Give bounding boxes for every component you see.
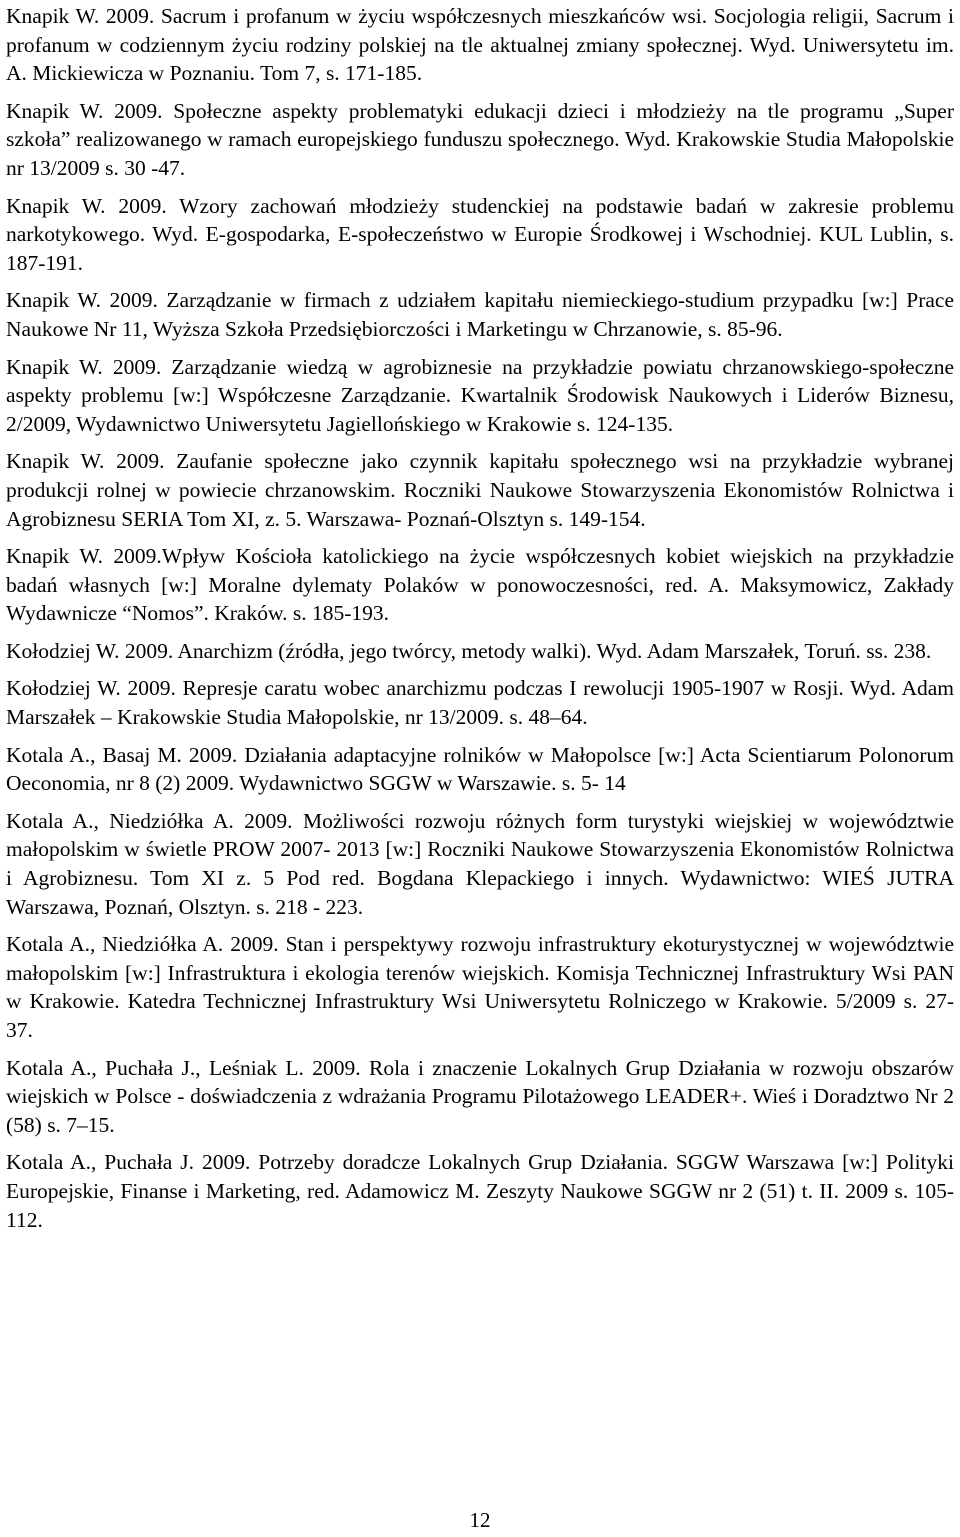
reference-entry: Kołodziej W. 2009. Anarchizm (źródła, jego twórcy, metody walki). Wyd. Adam Marszałek, Toruń. ss. 238. [6, 638, 932, 663]
reference-entry: Kotala A., Niedziółka A. 2009. Możliwości rozwoju różnych form turystyki wiejskiej w województwie małopolskim w świetle PROW 2007- 2013 [w:] Roczniki Naukowe Stowarzyszenia Ekonomistów Rolnictwa i Agrobiznesu. Tom XI z. 5 Pod red. Bogdana Klepackiego i innych. Wydawnictwo: WIEŚ JUTRA Warszawa, Poznań, Olsztyn. s. 218 - 223. [6, 808, 954, 919]
reference-entry: Knapik W. 2009. Wzory zachowań młodzieży studenckiej na podstawie badań w zakresie problemu narkotykowego. Wyd. E-gospodarka, E-społeczeństwo w Europie Środkowej i Wschodniej. KUL Lublin, s. 187-191. [6, 193, 954, 275]
reference-entry: Kotala A., Basaj M. 2009. Działania adaptacyjne rolników w Małopolsce [w:] Acta Scientiarum Polonorum Oeconomia, nr 8 (2) 2009. Wydawnictwo SGGW w Warszawie. s. 5- 14 [6, 742, 954, 796]
page-number: 12 [469, 1508, 491, 1532]
reference-entry: Kotala A., Puchała J. 2009. Potrzeby doradcze Lokalnych Grup Działania. SGGW Warszawa [w:] Polityki Europejskie, Finanse i Marketing, red. Adamowicz M. Zeszyty Naukowe SGGW nr 2 (51) t. II. 2009 s. 105-112. [6, 1150, 954, 1232]
reference-entry: Knapik W. 2009. Zarządzanie w firmach z udziałem kapitału niemieckiego-studium przypadku [w:] Prace Naukowe Nr 11, Wyższa Szkoła Przedsiębiorczości i Marketingu w Chrzanowie, s. 85-96. [6, 288, 954, 341]
reference-entry: Knapik W. 2009.Wpływ Kościoła katolickiego na życie współczesnych kobiet wiejskich na przykładzie badań własnych [w:] Moralne dylematy Polaków w ponowoczesności, red. A. Maksymowicz, Zakłady Wydawnicze “Nomos”. Kraków. s. 185-193. [6, 544, 954, 626]
reference-entry: Kotala A., Niedziółka A. 2009. Stan i perspektywy rozwoju infrastruktury ekoturystycznej w województwie małopolskim [w:] Infrastruktura i ekologia terenów wiejskich. Komisja Technicznej Infrastruktury Wsi PAN w Krakowie. Katedra Technicznej Infrastruktury Wsi Uniwersytetu Rolniczego w Krakowie. 5/2009 s. 27- 37. [6, 932, 954, 1042]
reference-entry: Knapik W. 2009. Sacrum i profanum w życiu współczesnych mieszkańców wsi. Socjologia religii, Sacrum i profanum w codziennym życiu rodziny polskiej na tle aktualnej zmiany społecznej. Wyd. Uniwersytetu im. A. Mickiewicza w Poznaniu. Tom 7, s. 171-185. [6, 4, 954, 86]
bibliography-list [6, 2, 954, 1243]
reference-entry: Knapik W. 2009. Społeczne aspekty problematyki edukacji dzieci i młodzieży na tle programu „Super szkoła” realizowanego w ramach europejskiego funduszu społecznego. Wyd. Krakowskie Studia Małopolskie nr 13/2009 s. 30 -47. [6, 98, 954, 180]
reference-entry: Kołodziej W. 2009. Represje caratu wobec anarchizmu podczas I rewolucji 1905-1907 w Rosji. Wyd. Adam Marszałek – Krakowskie Studia Małopolskie, nr 13/2009. s. 48–64. [6, 676, 954, 730]
reference-entry: Knapik W. 2009. Zaufanie społeczne jako czynnik kapitału społecznego wsi na przykładzie wybranej produkcji rolnej w powiecie chrzanowskim. Roczniki Naukowe Stowarzyszenia Ekonomistów Rolnictwa i Agrobiznesu SERIA Tom XI, z. 5. Warszawa- Poznań-Olsztyn s. 149-154. [6, 449, 954, 531]
reference-entry: Kotala A., Puchała J., Leśniak L. 2009. Rola i znaczenie Lokalnych Grup Działania w rozwoju obszarów wiejskich w Polsce - doświadczenia z wdrażania Programu Pilotażowego LEADER+. Wieś i Doradztwo Nr 2 (58) s. 7–15. [6, 1055, 954, 1137]
reference-entry: Knapik W. 2009. Zarządzanie wiedzą w agrobiznesie na przykładzie powiatu chrzanowskiego-społeczne aspekty problemu [w:] Współczesne Zarządzanie. Kwartalnik Środowisk Naukowych i Liderów Biznesu, 2/2009, Wydawnictwo Uniwersytetu Jagiellońskiego w Krakowie s. 124-135. [6, 354, 954, 436]
